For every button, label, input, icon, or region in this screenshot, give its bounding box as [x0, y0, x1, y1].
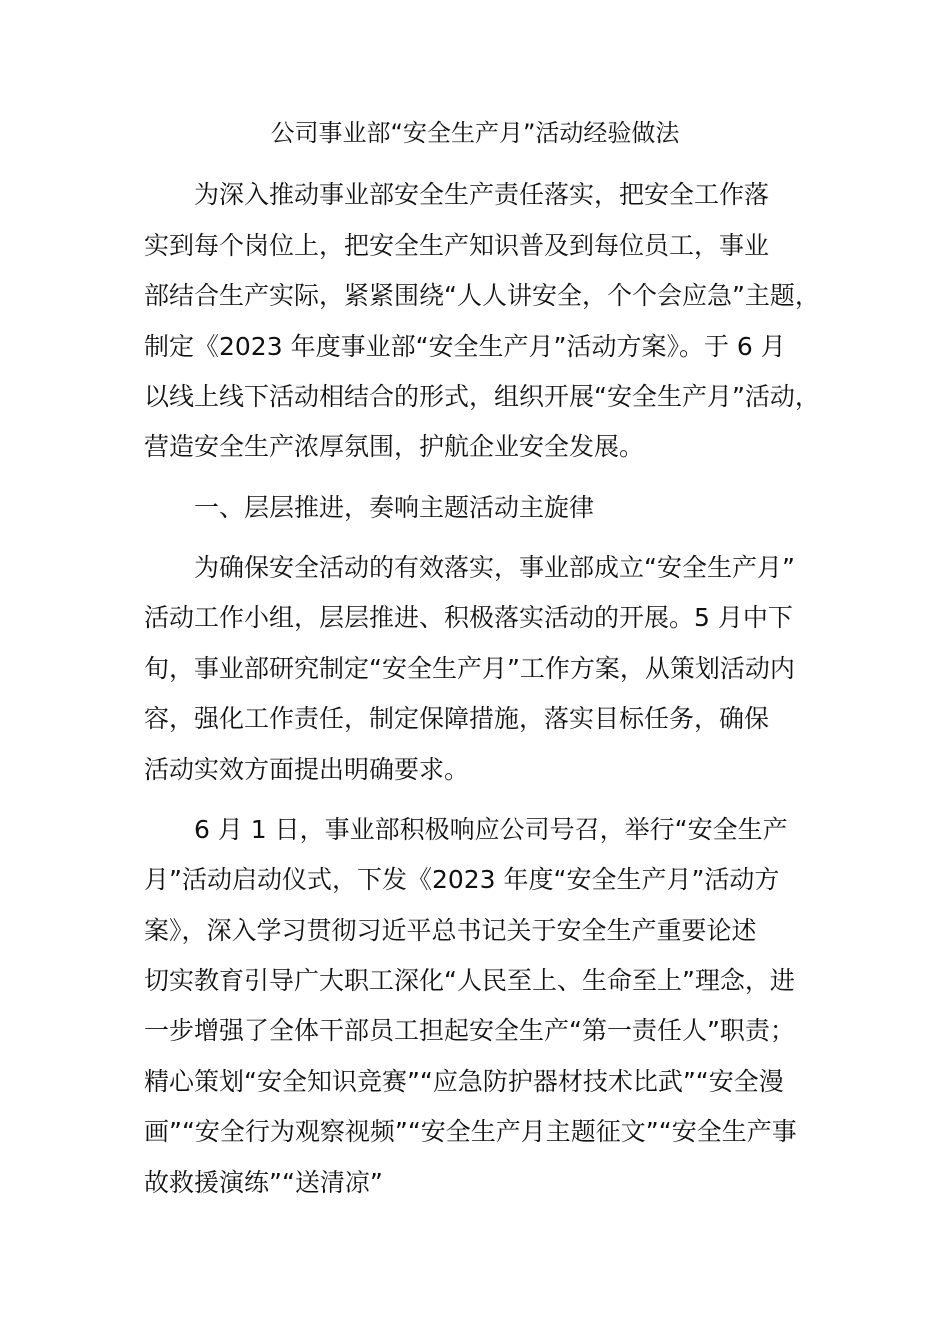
document-title: 公司事业部“安全生产月”活动经验做法: [270, 119, 680, 147]
paragraph-1-line-1: 为深入推动事业部安全生产责任落实，把安全工作落: [194, 180, 770, 209]
paragraph-3-line-5: 一步增强了全体干部员工担起安全生产“第一责任人”职责；: [144, 1016, 795, 1045]
paragraph-2-line-3: 旬，事业部研究制定“安全生产月”工作方案，从策划活动内: [144, 654, 795, 683]
paragraph-3-line-1: 6 月 1 日，事业部积极响应公司号召，举行“安全生产: [194, 815, 788, 844]
paragraph-2-line-2: 活动工作小组，层层推进、积极落实活动的开展。5 月中下: [144, 603, 793, 632]
paragraph-2-line-4: 容，强化工作责任，制定保障措施，落实目标任务，确保: [144, 704, 770, 733]
paragraph-1-line-4: 制定《2023 年度事业部“安全生产月”活动方案》。于 6 月: [144, 332, 786, 361]
paragraph-1-line-3: 部结合生产实际，紧紧围绕“人人讲安全，个个会应急”主题，: [144, 281, 820, 310]
paragraph-3-line-4: 切实教育引导广大职工深化“人民至上、生命至上”理念，进: [144, 966, 795, 995]
paragraph-2-line-5: 活动实效方面提出明确要求。: [144, 755, 470, 784]
paragraph-3-line-6: 精心策划“安全知识竞赛”“应急防护器材技术比武”“安全漫: [144, 1067, 784, 1096]
section-heading-1: 一、层层推进，奏响主题活动主旋律: [194, 493, 595, 522]
paragraph-3-line-3: 案》，深入学习贯彻习近平总书记关于安全生产重要论述: [144, 916, 757, 945]
paragraph-1-line-6: 营造安全生产浓厚氛围，护航企业安全发展。: [144, 432, 645, 461]
paragraph-3-line-7: 画”“安全行为观察视频”“安全生产月主题征文”“安全生产事: [144, 1117, 797, 1146]
paragraph-1-line-5: 以线上线下活动相结合的形式，组织开展“安全生产月”活动，: [144, 382, 820, 411]
paragraph-3-line-8: 故救援演练”“送清凉”: [144, 1168, 383, 1197]
paragraph-1-line-2: 实到每个岗位上，把安全生产知识普及到每位员工，事业: [144, 231, 770, 260]
paragraph-2-line-1: 为确保安全活动的有效落实，事业部成立“安全生产月”: [194, 553, 795, 582]
paragraph-3-line-2: 月”活动启动仪式，下发《2023 年度“安全生产月”活动方: [144, 865, 780, 894]
